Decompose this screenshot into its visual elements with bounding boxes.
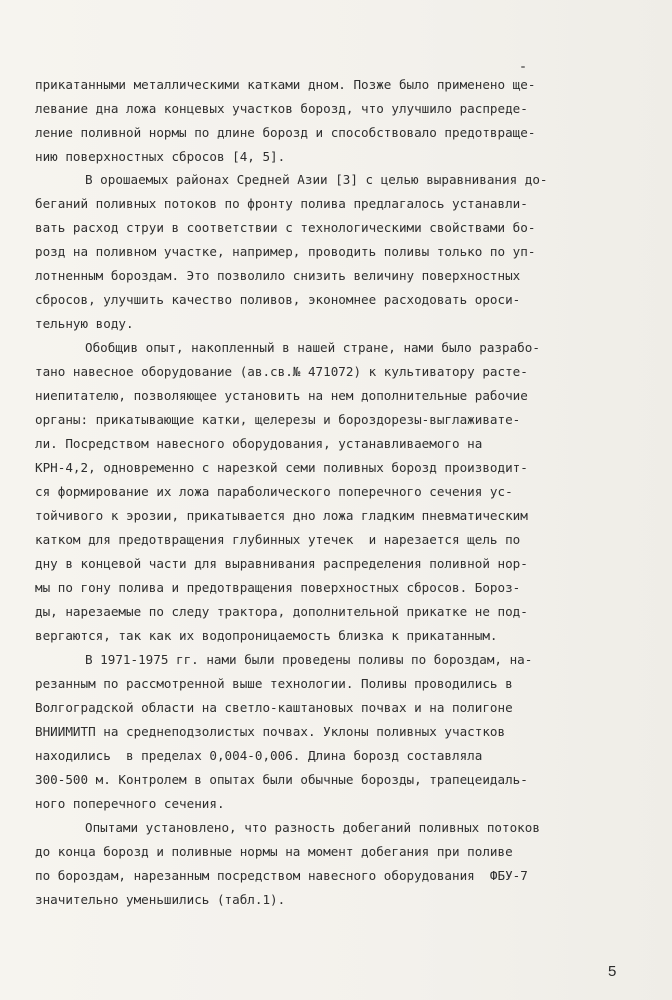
paragraph-first-line: В орошаемых районах Средней Азии [3] с целью выравнивания до-: [85, 172, 548, 187]
text-line: тано навесное оборудование (ав.св.№ 471072) к культиватору расте-: [35, 364, 528, 379]
text-line: ниепитателю, позволяющее установить на нем дополнительные рабочие: [35, 388, 528, 403]
text-line: сбросов, улучшить качество поливов, экономнее расходовать ороси-: [35, 292, 521, 307]
text-line: мы по гону полива и предотвращения поверхностных сбросов. Бороз-: [35, 580, 521, 595]
text-line: ся формирование их ложа параболического поперечного сечения ус-: [35, 484, 513, 499]
text-line: нию поверхностных сбросов [4, 5].: [35, 149, 286, 164]
text-line: 300-500 м. Контролем в опытах были обычные борозды, трапецеидаль-: [35, 772, 528, 787]
text-line: тойчивого к эрозии, прикатывается дно ложа гладким пневматическим: [35, 508, 528, 523]
text-line: ли. Посредством навесного оборудования, устанавливаемого на: [35, 436, 483, 451]
text-line: значительно уменьшились (табл.1).: [35, 892, 286, 907]
text-line: по бороздам, нарезанным посредством навесного оборудования ФБУ-7: [35, 868, 528, 883]
page-number: 5: [608, 963, 617, 980]
text-line: ного поперечного сечения.: [35, 796, 225, 811]
text-line: лотненным бороздам. Это позволило снизить величину поверхностных: [35, 268, 521, 283]
text-line: тельную воду.: [35, 316, 134, 331]
text-line: находились в пределах 0,004-0,006. Длина борозд составляла: [35, 748, 483, 763]
text-line: вергаются, так как их водопроницаемость близка к прикатанным.: [35, 628, 498, 643]
text-line: прикатанными металлическими катками дном. Позже было применено ще-: [35, 77, 536, 92]
text-line: КРН-4,2, одновременно с нарезкой семи поливных борозд производит-: [35, 460, 528, 475]
text-line: резанным по рассмотренной выше технологии. Поливы проводились в: [35, 676, 513, 691]
text-line: левание дна ложа концевых участков борозд, что улучшило распреде-: [35, 101, 528, 116]
text-line: до конца борозд и поливные нормы на момент добегания при поливе: [35, 844, 513, 859]
text-line: беганий поливных потоков по фронту полива предлагалось устанавли-: [35, 196, 528, 211]
text-line: органы: прикатывающие катки, щелерезы и бороздорезы-выглаживате-: [35, 412, 521, 427]
paragraph-first-line: Обобщив опыт, накопленный в нашей стране, нами было разрабо-: [85, 340, 540, 355]
text-line: ление поливной нормы по длине борозд и способствовало предотвраще-: [35, 125, 536, 140]
paragraph-first-line: Опытами установлено, что разность добеганий поливных потоков: [85, 820, 540, 835]
text-line: Волгоградской области на светло-каштановых почвах и на полигоне: [35, 700, 513, 715]
text-line: розд на поливном участке, например, проводить поливы только по уп-: [35, 244, 536, 259]
text-line: ды, нарезаемые по следу трактора, дополнительной прикатке не под-: [35, 604, 528, 619]
text-line: катком для предотвращения глубинных утечек и нарезается щель по: [35, 532, 521, 547]
text-line: вать расход струи в соответствии с технологическими свойствами бо-: [35, 220, 536, 235]
text-line: дну в концевой части для выравнивания распределения поливной нор-: [35, 556, 528, 571]
text-line: ВНИИМИТП на среднеподзолистых почвах. Уклоны поливных участков: [35, 724, 506, 739]
paragraph-first-line: В 1971-1975 гг. нами были проведены поливы по бороздам, на-: [85, 652, 533, 667]
